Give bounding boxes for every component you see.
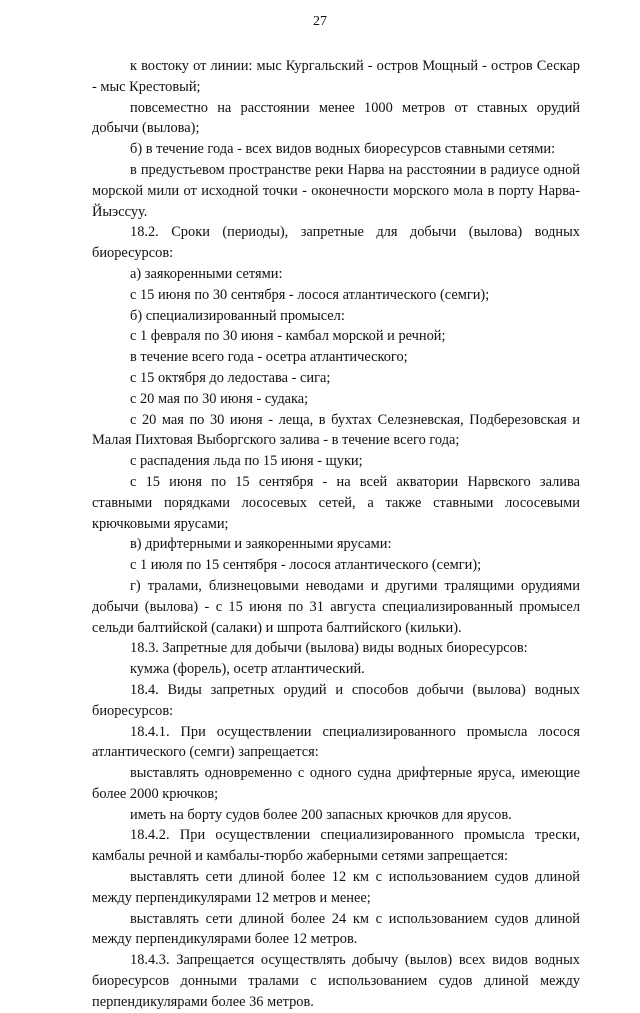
paragraph: выставлять сети длиной более 12 км с использованием судов длиной между перпендикулярами 12 метров и менее; [92,869,580,906]
paragraph: б) в течение года - всех видов водных биоресурсов ставными сетями: [130,141,556,158]
paragraph: в течение всего года - осетра атлантического; [130,349,408,366]
paragraph: к востоку от линии: мыс Кургальский - остров Мощный - остров Сескар - мыс Крестовый; [92,58,580,95]
paragraph: кумжа (форель), осетр атлантический. [130,661,365,678]
paragraph: а) заякоренными сетями: [130,265,283,282]
paragraph: с 20 мая по 30 июня - судака; [130,390,309,407]
paragraph: в предустьевом пространстве реки Нарва на расстоянии в радиусе одной морской мили от исходной точки - оконечности морского мола в порту Нарва-Йыэссуу. [92,161,580,220]
paragraph: с 15 июня по 30 сентября - лосося атлантического (семги); [130,286,490,303]
paragraph: с 1 июля по 15 сентября - лосося атлантического (семги); [130,557,482,574]
paragraph: с 20 мая по 30 июня - леща, в бухтах Селезневская, Подберезовская и Малая Пихтовая Выборгского залива - в течение всего года; [92,411,580,449]
section-heading-18-3: 18.3. Запретные для добычи (вылова) виды водных биоресурсов: [130,640,528,657]
paragraph: выставлять сети длиной более 24 км с использованием судов длиной между перпендикулярами более 12 метров. [92,910,580,948]
page-number: 27 [313,14,327,29]
document-body [92,56,580,1013]
section-heading-18-4-2: 18.4.2. При осуществлении специализированного промысла трески, камбалы речной и камбалы-тюрбо жаберными сетями запрещается: [92,827,580,865]
paragraph: иметь на борту судов более 200 запасных крючков для ярусов. [130,806,512,823]
section-heading-18-4-1: 18.4.1. При осуществлении специализированного промысла лосося атлантического (семги) запрещается: [92,723,580,761]
paragraph: с распадения льда по 15 июня - щуки; [130,453,363,470]
section-heading-18-4-3: 18.4.3. Запрещается осуществлять добычу (вылов) всех видов водных биоресурсов донными тралами с использованием судов длиной между перпендикулярами более 36 метров. [92,952,580,1010]
paragraph: повсеместно на расстоянии менее 1000 метров от ставных орудий добычи (вылова); [92,99,580,137]
paragraph: с 1 февраля по 30 июня - камбал морской и речной; [130,328,446,345]
paragraph: в) дрифтерными и заякоренными ярусами: [130,536,392,553]
paragraph: г) тралами, близнецовыми неводами и другими тралящими орудиями добычи (вылова) - с 15 июня по 31 августа специализированный промысел сельди балтийской (салаки) и шпрота балтийского (кильки). [92,577,580,636]
section-heading-18-4: 18.4. Виды запретных орудий и способов добычи (вылова) водных биоресурсов: [92,681,580,719]
paragraph: с 15 июня по 15 сентября - на всей акватории Нарвского залива ставными порядками лососевых сетей, а также ставными лососевыми крючковыми ярусами; [92,473,580,532]
section-heading-18-2: 18.2. Сроки (периоды), запретные для добычи (вылова) водных биоресурсов: [92,224,580,262]
paragraph: выставлять одновременно с одного судна дрифтерные яруса, имеющие более 2000 крючков; [92,765,580,802]
paragraph: б) специализированный промысел: [130,307,345,324]
paragraph: с 15 октября до ледостава - сига; [130,369,331,386]
